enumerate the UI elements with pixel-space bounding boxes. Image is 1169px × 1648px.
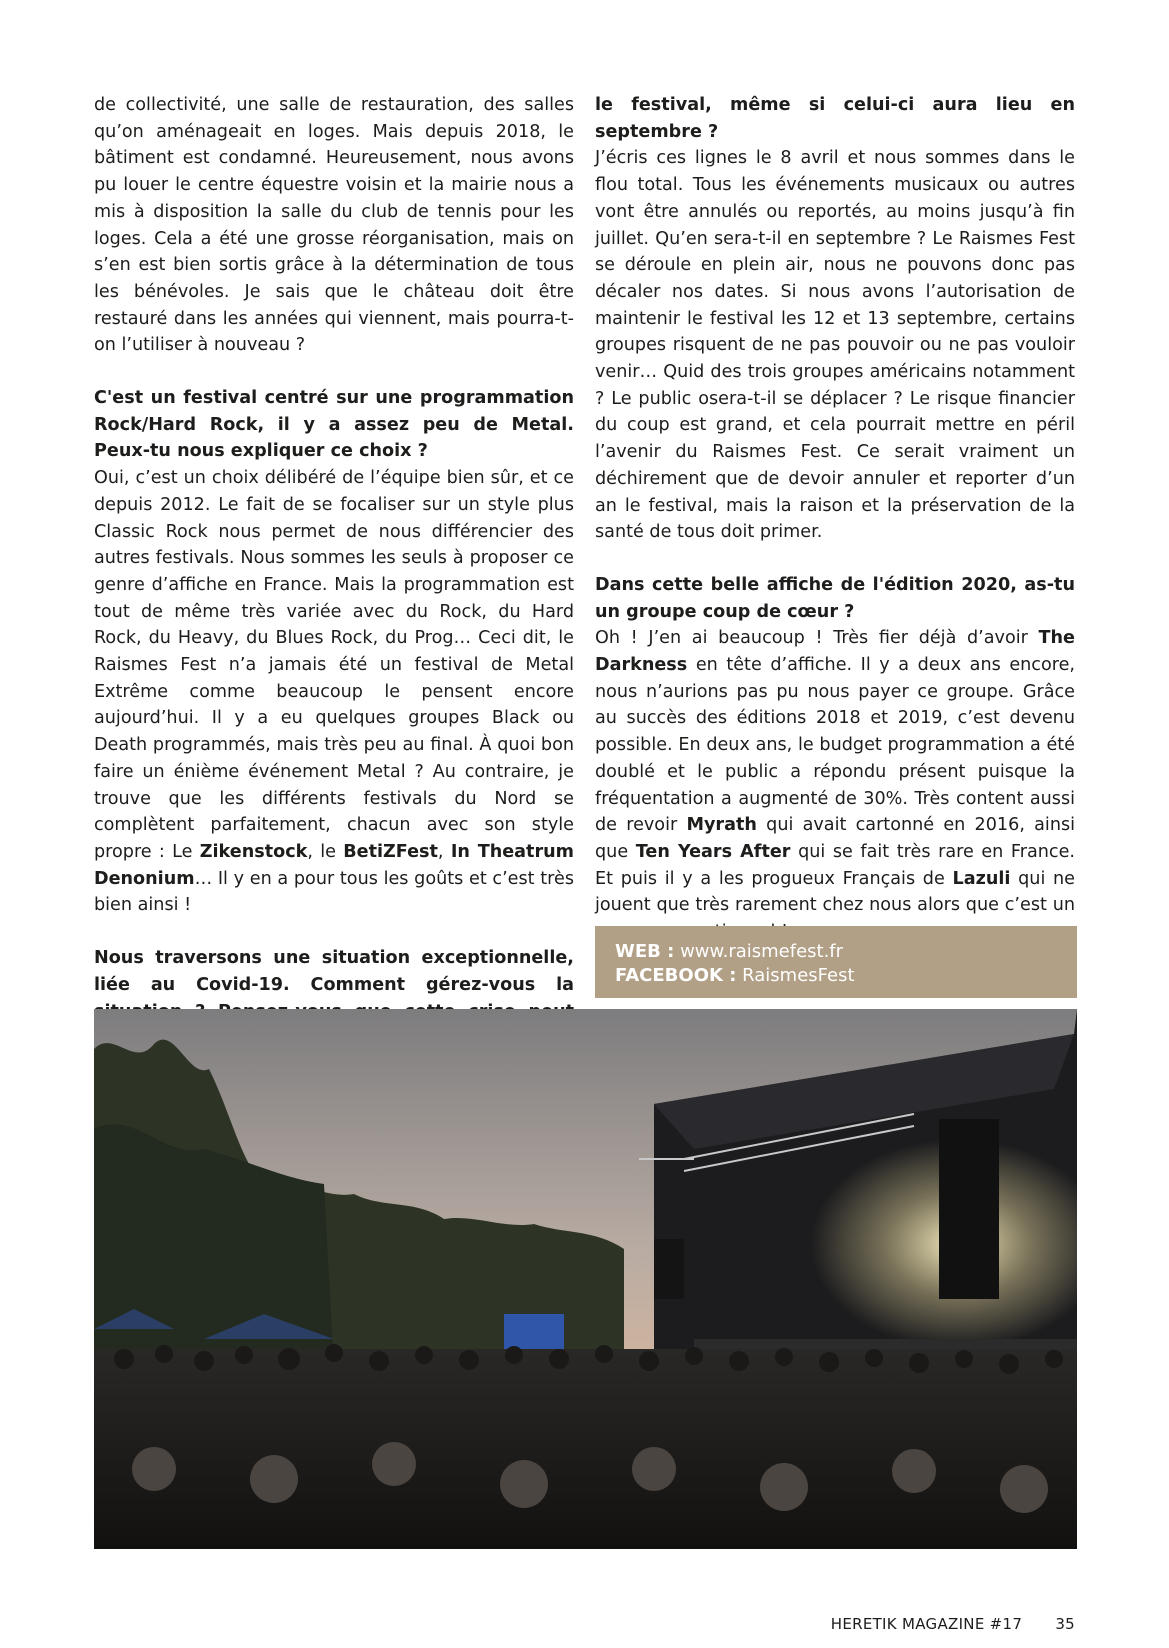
band-ten-years-after: Ten Years After bbox=[635, 841, 791, 862]
facebook-label: FACEBOOK : bbox=[615, 965, 737, 986]
page-footer bbox=[831, 1615, 1075, 1633]
band-the-darkness: The Darkness bbox=[595, 628, 1075, 676]
answer-text: Oui, c’est un choix délibéré de l’équipe bien sûr, et ce depuis 2012. Le fait de se focaliser sur un style plus Classic Rock nous permet de nous différencier des autres festivals. Nous sommes les seuls à proposer ce genre d’affiche en France. Mais la programmation est tout de même très variée avec du Rock, du Hard Rock, du Heavy, du Blues Rock, du Prog… Ceci dit, le Raismes Fest n’a jamais été un festival de Metal Extrême comme beaucoup le pensent encore aujourd’hui. Il y a eu quelques groupes Black ou Death programmés, mais très peu au final. À quoi bon faire un énième événement Metal ? Au contraire, je trouve que les différents festivals du Nord se complètent parfaitement, chacun avec son style propre : Le bbox=[94, 468, 574, 862]
band-zikenstock: Zikenstock bbox=[199, 841, 308, 862]
question-coup-de-coeur: Dans cette belle affiche de l'édition 2020, as-tu un groupe coup de cœur ? bbox=[595, 574, 1075, 622]
answer-text: qui se fait très rare en France. Et puis il y a les progueux Français de bbox=[595, 841, 1076, 889]
band-myrath: Myrath bbox=[686, 815, 757, 836]
separator: , le bbox=[307, 841, 336, 862]
concert-scene bbox=[94, 1009, 1077, 1549]
band-betizfest: BetiZFest bbox=[343, 841, 438, 862]
answer-end: … Il y en a pour tous les goûts et c’est très bien ainsi ! bbox=[94, 868, 574, 916]
speaker-right bbox=[939, 1119, 999, 1299]
band-in-theatrum-denonium: In Theatrum Denonium bbox=[94, 841, 574, 889]
left-column bbox=[94, 92, 574, 1052]
web-link[interactable]: www.raismefest.fr bbox=[680, 941, 844, 962]
web-line bbox=[615, 940, 1057, 964]
info-box bbox=[595, 926, 1077, 998]
answer-text: qui avait cartonné en 2016, ainsi que bbox=[595, 815, 1076, 862]
question-covid: Nous traversons une situation exceptionnelle, liée au Covid-19. Comment gérez-vous la bbox=[94, 948, 574, 995]
answer-text: en tête d’affiche. Il y a deux ans encore, nous n’aurions pas pu nous payer ce groupe. Grâce au succès des éditions 2018 et 2019, c’est devenu possible. En deux ans, le budget programmation a été doublé et le public a répondu présent puisque la fréquentation a augmenté de 30%. Très content aussi de revoir bbox=[595, 655, 1075, 836]
question-programmation: C'est un festival centré sur une programmation Rock/Hard Rock, il y a assez peu de Metal. Peux-tu nous expliquer ce choix ? bbox=[94, 388, 574, 462]
paragraph-chateau: de collectivité, une salle de restauration, des salles qu’on aménageait en loges. Mais depuis 2018, le bâtiment est condamné. Heureusement, nous avons pu louer le centre équestre voisin et la mairie nous a mis à disposition la salle du club de tennis pour les loges. Cela a été une grosse réorganisation, mais on s’en est bien sortis grâce à la détermination de tous les bénévoles. Je sais que le château doit être restauré dans les années qui viennent, mais pourra-t-on l’utiliser à nouveau ? bbox=[94, 95, 574, 356]
speaker-left bbox=[654, 1239, 684, 1299]
separator: , bbox=[437, 841, 444, 862]
facebook-link[interactable]: RaismesFest bbox=[742, 965, 855, 986]
answer-covid: J’écris ces lignes le 8 avril et nous sommes dans le flou total. Tous les événements musicaux ou autres vont être annulés ou reportés, au moins jusqu’à fin juillet. Qu’en sera-t-il en septembre ? Le Raismes Fest se déroule en plein air, nous ne pouvons donc pas décaler nos dates. Si nous avons l’autorisation de maintenir le festival les 12 et 13 septembre, certains groupes risquent de ne pas pouvoir ou ne pas vouloir venir… Quid des trois groupes américains notamment ? Le public osera-t-il se déplacer ? Le risque financier du coup est grand, et cela pourrait mettre en péril l’avenir du Raismes Fest. Ce serait vraiment un déchirement que de devoir annuler et reporter d’un an le festival, mais la raison et la préservation de la santé de tous doit primer. bbox=[595, 148, 1075, 543]
band-lazuli: Lazuli bbox=[952, 868, 1011, 889]
answer-text: Oh ! J’en ai beaucoup ! Très fier déjà d’avoir bbox=[595, 628, 1028, 649]
web-label: WEB : bbox=[615, 941, 675, 962]
facebook-line bbox=[615, 964, 1057, 988]
question-covid-end: le festival, même si celui-ci aura lieu en septembre ? bbox=[595, 95, 1075, 142]
magazine-name: HERETIK MAGAZINE #17 bbox=[830, 1615, 1023, 1633]
page-number: 35 bbox=[1055, 1615, 1075, 1633]
right-column bbox=[595, 92, 1075, 946]
answer-text: qui ne jouent que très rarement chez nous alors que c’est un bbox=[595, 868, 1076, 916]
concert-photo bbox=[94, 1009, 1077, 1549]
answer-programmation bbox=[94, 465, 574, 919]
answer-coup-de-coeur bbox=[595, 625, 1075, 945]
crowd bbox=[94, 1349, 1077, 1549]
